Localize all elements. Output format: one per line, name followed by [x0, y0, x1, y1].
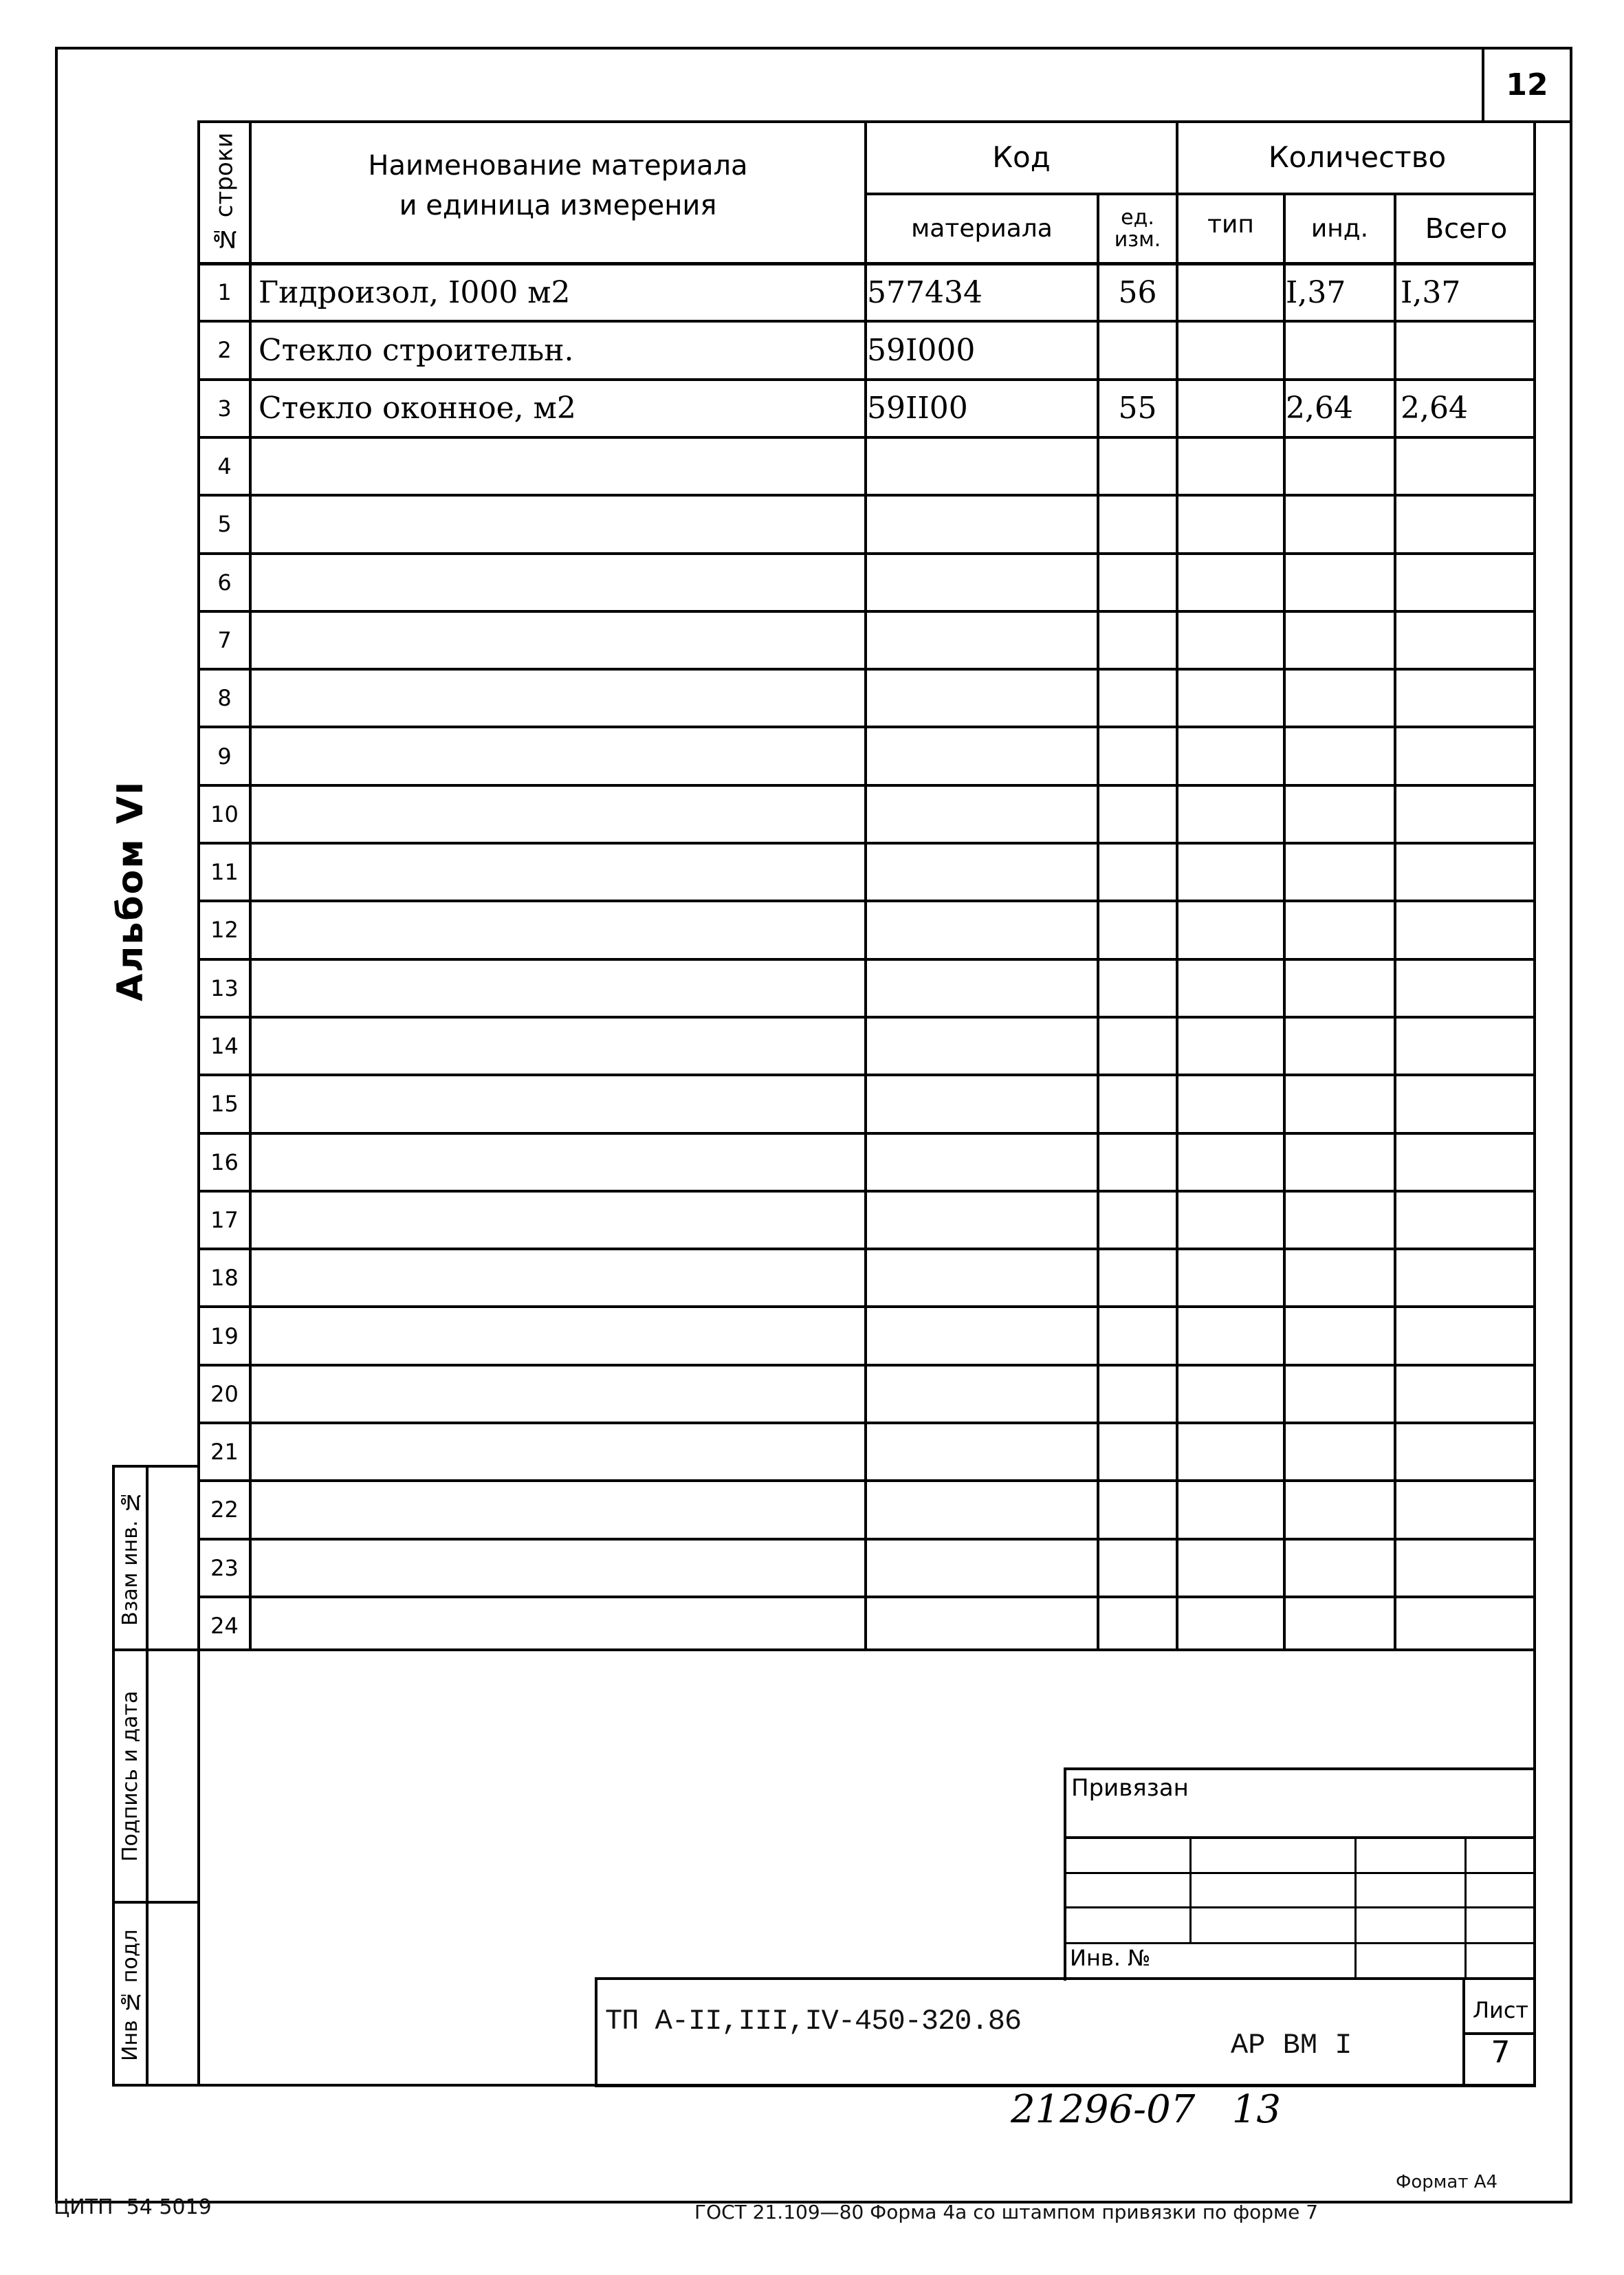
- cell-material-name[interactable]: [252, 1076, 864, 1131]
- sheet-number: 7: [1491, 2034, 1511, 2070]
- cell-unit-code[interactable]: [1099, 1193, 1176, 1248]
- cell-qty-ind[interactable]: [1286, 1598, 1394, 1653]
- cell-material-code[interactable]: [867, 439, 1097, 494]
- section-code: АР ВМ I: [1231, 2029, 1352, 2062]
- cell-qty-total[interactable]: [1396, 1541, 1533, 1596]
- cell-material-code[interactable]: [867, 497, 1097, 552]
- cell-material-code[interactable]: [867, 613, 1097, 668]
- header-code-unit-line1: ед.: [1121, 206, 1154, 230]
- cell-row-number: 24: [210, 1613, 239, 1640]
- cell-qty-total[interactable]: [1396, 671, 1533, 726]
- cell-qty-type[interactable]: [1178, 1135, 1283, 1190]
- cell-material-code[interactable]: [867, 845, 1097, 900]
- cell-qty-total[interactable]: [1396, 1482, 1533, 1537]
- cell-qty-ind[interactable]: [1286, 787, 1394, 842]
- cell-qty-type[interactable]: [1178, 1250, 1283, 1305]
- cell-unit-code[interactable]: [1099, 728, 1176, 783]
- cell-row-number: 16: [210, 1149, 239, 1175]
- cell-qty-ind[interactable]: [1286, 323, 1394, 378]
- cell-qty-ind[interactable]: [1286, 961, 1394, 1016]
- cell-qty-ind[interactable]: [1286, 671, 1394, 726]
- cell-qty-ind[interactable]: [1286, 902, 1394, 957]
- footer-format: Формат А4: [1396, 2172, 1498, 2192]
- cell-material-name[interactable]: [252, 497, 864, 552]
- document-designation: ТП А-II,III,IV-450-320.86: [605, 2005, 1022, 2038]
- cell-row-number: 3: [217, 395, 232, 422]
- header-code-group: Код: [992, 140, 1051, 175]
- cell-material-name[interactable]: [252, 1424, 864, 1479]
- cell-material-code[interactable]: [867, 555, 1097, 610]
- cell-unit-code[interactable]: [1099, 1541, 1176, 1596]
- cell-unit-code[interactable]: [1099, 1367, 1176, 1422]
- cell-row-number: 2: [217, 337, 232, 364]
- cell-material-name[interactable]: [252, 1482, 864, 1537]
- cell-row-number: 12: [210, 917, 239, 944]
- cell-qty-total[interactable]: [1396, 1135, 1533, 1190]
- cell-row-number: 22: [210, 1496, 239, 1523]
- cell-qty-type[interactable]: [1178, 1367, 1283, 1422]
- header-material-name-line1: Наименование материала: [368, 150, 748, 182]
- cell-qty-type[interactable]: [1178, 1076, 1283, 1131]
- cell-qty-type[interactable]: [1178, 1308, 1283, 1363]
- sheet-label: Лист: [1472, 1996, 1529, 2023]
- binding-inv-no-label: Инв. №: [1070, 1945, 1151, 1971]
- cell-qty-total[interactable]: [1396, 497, 1533, 552]
- cell-qty-ind[interactable]: I,37: [1286, 274, 1346, 310]
- cell-qty-total[interactable]: I,37: [1401, 274, 1461, 310]
- cell-row-number: 17: [210, 1206, 239, 1233]
- cell-material-name[interactable]: [252, 1367, 864, 1422]
- cell-material-name[interactable]: [252, 671, 864, 726]
- cell-qty-type[interactable]: [1178, 1019, 1283, 1074]
- cell-qty-type[interactable]: [1178, 1598, 1283, 1653]
- cell-qty-total[interactable]: [1396, 613, 1533, 668]
- cell-unit-code[interactable]: [1099, 613, 1176, 668]
- cell-qty-type[interactable]: [1178, 728, 1283, 783]
- cell-qty-type[interactable]: [1178, 961, 1283, 1016]
- cell-qty-ind[interactable]: [1286, 1193, 1394, 1248]
- cell-material-code[interactable]: [867, 902, 1097, 957]
- cell-material-name[interactable]: Гидроизол, I000 м2: [259, 274, 571, 310]
- header-qty-type: тип: [1207, 210, 1254, 239]
- cell-material-code[interactable]: [867, 1076, 1097, 1131]
- cell-qty-total[interactable]: [1396, 1424, 1533, 1479]
- cell-material-code[interactable]: [867, 787, 1097, 842]
- cell-material-code[interactable]: [867, 1193, 1097, 1248]
- cell-material-code[interactable]: 59I000: [867, 332, 976, 368]
- cell-qty-total[interactable]: [1396, 323, 1533, 378]
- cell-unit-code[interactable]: [1099, 671, 1176, 726]
- cell-row-number: 5: [217, 511, 232, 538]
- cell-qty-total[interactable]: [1396, 1193, 1533, 1248]
- cell-material-code[interactable]: [867, 1367, 1097, 1422]
- cell-qty-ind[interactable]: [1286, 1308, 1394, 1363]
- cell-unit-code[interactable]: [1099, 1250, 1176, 1305]
- cell-qty-ind[interactable]: [1286, 1076, 1394, 1131]
- cell-unit-code[interactable]: [1099, 1135, 1176, 1190]
- cell-qty-type[interactable]: [1178, 497, 1283, 552]
- cell-material-code[interactable]: [867, 1135, 1097, 1190]
- cell-unit-code[interactable]: [1099, 787, 1176, 842]
- cell-unit-code[interactable]: [1099, 1076, 1176, 1131]
- cell-row-number: 1: [217, 279, 232, 306]
- cell-material-name[interactable]: [252, 1598, 864, 1653]
- cell-qty-ind[interactable]: [1286, 555, 1394, 610]
- footer-gost: ГОСТ 21.109—80 Форма 4а со штампом привязки по форме 7: [694, 2201, 1319, 2223]
- cell-material-name[interactable]: [252, 439, 864, 494]
- cell-material-name[interactable]: Стекло оконное, м2: [259, 391, 576, 426]
- cell-qty-ind[interactable]: [1286, 1482, 1394, 1537]
- cell-material-name[interactable]: [252, 845, 864, 900]
- cell-qty-total[interactable]: [1396, 555, 1533, 610]
- cell-qty-type[interactable]: [1178, 845, 1283, 900]
- cell-qty-total[interactable]: [1396, 1250, 1533, 1305]
- cell-row-number: 7: [217, 627, 232, 653]
- cell-material-code[interactable]: [867, 1541, 1097, 1596]
- cell-row-number: 15: [210, 1091, 239, 1118]
- cell-material-code[interactable]: [867, 671, 1097, 726]
- cell-material-name[interactable]: [252, 1541, 864, 1596]
- cell-row-number: 20: [210, 1380, 239, 1407]
- cell-unit-code[interactable]: [1099, 902, 1176, 957]
- cell-qty-total[interactable]: [1396, 787, 1533, 842]
- cell-qty-total[interactable]: [1396, 961, 1533, 1016]
- header-material-name-line2: и единица измерения: [399, 190, 717, 221]
- cell-material-name[interactable]: [252, 613, 864, 668]
- cell-qty-ind[interactable]: [1286, 613, 1394, 668]
- binding-cells[interactable]: [1066, 1839, 1533, 1942]
- cell-qty-total[interactable]: [1396, 728, 1533, 783]
- header-row-number: № строки: [210, 132, 239, 253]
- cell-row-number: 13: [210, 975, 239, 1001]
- cell-material-code[interactable]: [867, 728, 1097, 783]
- cell-qty-type[interactable]: [1178, 787, 1283, 842]
- cell-unit-code[interactable]: [1099, 323, 1176, 378]
- cell-material-code[interactable]: [867, 1424, 1097, 1479]
- cell-qty-type[interactable]: [1178, 265, 1283, 320]
- cell-row-number: 11: [210, 859, 239, 886]
- cell-qty-type[interactable]: [1178, 1482, 1283, 1537]
- cell-qty-total[interactable]: [1396, 1598, 1533, 1653]
- cell-material-name[interactable]: [252, 902, 864, 957]
- cell-material-name[interactable]: [252, 1193, 864, 1248]
- cell-material-code[interactable]: [867, 961, 1097, 1016]
- cell-row-number: 8: [217, 685, 232, 712]
- cell-material-name[interactable]: [252, 1019, 864, 1074]
- cell-material-code[interactable]: [867, 1598, 1097, 1653]
- cell-material-name[interactable]: [252, 1250, 864, 1305]
- cell-qty-type[interactable]: [1178, 1193, 1283, 1248]
- cell-qty-ind[interactable]: [1286, 1367, 1394, 1422]
- cell-unit-code[interactable]: [1099, 555, 1176, 610]
- cell-qty-type[interactable]: [1178, 1424, 1283, 1479]
- cell-unit-code[interactable]: [1099, 1019, 1176, 1074]
- cell-material-name[interactable]: [252, 961, 864, 1016]
- cell-qty-type[interactable]: [1178, 613, 1283, 668]
- cell-row-number: 6: [217, 569, 232, 596]
- stamp-signature-date: Подпись и дата: [118, 1690, 142, 1862]
- cell-qty-total[interactable]: [1396, 1076, 1533, 1131]
- cell-material-code[interactable]: [867, 1308, 1097, 1363]
- cell-row-number: 18: [210, 1265, 239, 1292]
- cell-qty-ind[interactable]: [1286, 1424, 1394, 1479]
- handwritten-code: 21296-07 13: [1011, 2087, 1281, 2132]
- cell-qty-total[interactable]: [1396, 1019, 1533, 1074]
- cell-qty-total[interactable]: [1396, 1367, 1533, 1422]
- header-qty-ind: инд.: [1310, 215, 1369, 243]
- cell-material-code[interactable]: [867, 1482, 1097, 1537]
- cell-qty-ind[interactable]: [1286, 439, 1394, 494]
- page-number: 12: [1506, 67, 1548, 102]
- cell-unit-code[interactable]: [1099, 1482, 1176, 1537]
- cell-unit-code[interactable]: [1099, 1598, 1176, 1653]
- stamp-original-inv-no-value[interactable]: [149, 1904, 197, 2087]
- cell-qty-total[interactable]: [1396, 439, 1533, 494]
- cell-qty-ind[interactable]: [1286, 497, 1394, 552]
- cell-qty-total[interactable]: [1396, 902, 1533, 957]
- stamp-original-inv-no: Инв № подл: [118, 1929, 142, 2061]
- cell-unit-code[interactable]: [1099, 497, 1176, 552]
- cell-qty-total[interactable]: [1396, 1308, 1533, 1363]
- cell-qty-type[interactable]: [1178, 1541, 1283, 1596]
- cell-qty-type[interactable]: [1178, 555, 1283, 610]
- cell-unit-code[interactable]: [1099, 1424, 1176, 1479]
- cell-material-code[interactable]: 577434: [867, 274, 983, 310]
- cell-qty-ind[interactable]: [1286, 1019, 1394, 1074]
- album-label: Альбом VI: [110, 780, 151, 1001]
- cell-row-number: 10: [210, 801, 239, 827]
- header-code-material: материала: [911, 215, 1053, 243]
- cell-unit-code[interactable]: [1099, 1308, 1176, 1363]
- cell-qty-type[interactable]: [1178, 439, 1283, 494]
- cell-material-name[interactable]: [252, 787, 864, 842]
- cell-qty-type[interactable]: [1178, 323, 1283, 378]
- cell-row-number: 23: [210, 1554, 239, 1581]
- cell-qty-ind[interactable]: [1286, 1541, 1394, 1596]
- cell-unit-code[interactable]: 56: [1118, 274, 1157, 310]
- cell-material-code[interactable]: [867, 1250, 1097, 1305]
- cell-qty-ind[interactable]: [1286, 1135, 1394, 1190]
- header-code-unit: [1099, 195, 1176, 262]
- cell-unit-code[interactable]: [1099, 439, 1176, 494]
- cell-row-number: 21: [210, 1439, 239, 1466]
- stamp-replaced-inv-no: Взам инв. №: [118, 1490, 142, 1626]
- cell-unit-code[interactable]: [1099, 961, 1176, 1016]
- cell-material-code[interactable]: 59II00: [867, 391, 968, 426]
- cell-row-number: 14: [210, 1033, 239, 1060]
- cell-material-name[interactable]: [252, 1135, 864, 1190]
- cell-material-name[interactable]: [252, 1308, 864, 1363]
- header-code-unit-line2: изм.: [1114, 227, 1161, 252]
- cell-row-number: 19: [210, 1322, 239, 1349]
- cell-qty-ind[interactable]: 2,64: [1286, 391, 1353, 426]
- cell-unit-code[interactable]: [1099, 845, 1176, 900]
- cell-unit-code[interactable]: 55: [1118, 391, 1157, 426]
- footer-left-code: ЦИТП 54 5019: [54, 2195, 212, 2219]
- cell-row-number: 4: [217, 453, 232, 480]
- binding-title: Привязан: [1071, 1774, 1189, 1802]
- cell-qty-total[interactable]: 2,64: [1401, 391, 1468, 426]
- cell-material-name[interactable]: Стекло строительн.: [259, 332, 574, 368]
- cell-qty-type[interactable]: [1178, 671, 1283, 726]
- cell-material-name[interactable]: [252, 728, 864, 783]
- cell-material-name[interactable]: [252, 555, 864, 610]
- cell-row-number: 9: [217, 743, 232, 770]
- header-qty-group: Количество: [1268, 140, 1447, 175]
- cell-qty-type[interactable]: [1178, 381, 1283, 436]
- cell-qty-ind[interactable]: [1286, 845, 1394, 900]
- header-qty-total: Всего: [1425, 213, 1508, 245]
- stamp-signature-date-value[interactable]: [149, 1651, 197, 1901]
- cell-material-code[interactable]: [867, 1019, 1097, 1074]
- stamp-replaced-inv-no-value[interactable]: [149, 1468, 197, 1648]
- cell-qty-ind[interactable]: [1286, 728, 1394, 783]
- cell-qty-total[interactable]: [1396, 845, 1533, 900]
- header-material-name: [252, 123, 864, 262]
- cell-qty-type[interactable]: [1178, 902, 1283, 957]
- cell-qty-ind[interactable]: [1286, 1250, 1394, 1305]
